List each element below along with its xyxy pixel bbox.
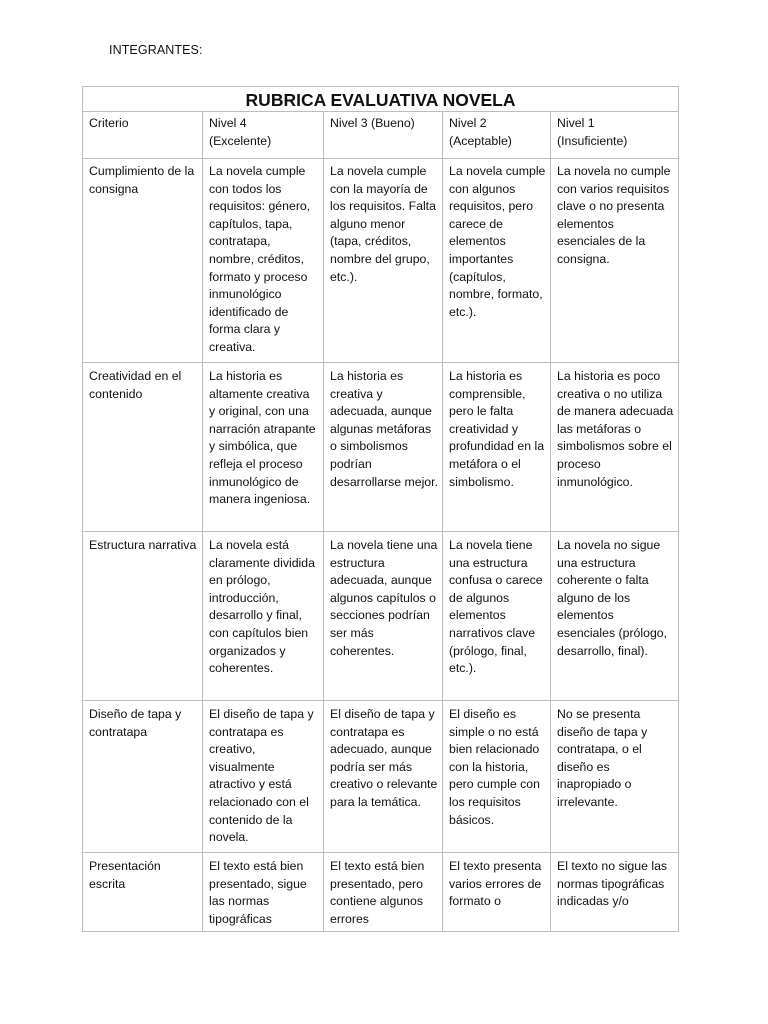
criterion-cell: Presentación escrita — [83, 853, 203, 932]
criterion-cell: Cumplimiento de la consigna — [83, 159, 203, 363]
nivel-1-cell: La historia es poco creativa o no utiliza de manera adecuada las metáforas o simbolismos sobre el proceso inmunológico. — [551, 363, 679, 532]
nivel-2-cell: La novela cumple con algunos requisitos, pero carece de elementos importantes (capítulos, nombre, formato, etc.). — [443, 159, 551, 363]
criterion-cell: Creatividad en el contenido — [83, 363, 203, 532]
table-row — [83, 159, 679, 363]
header-nivel-1 — [551, 112, 679, 159]
header-nivel-2-text: Nivel 2 (Aceptable) — [449, 116, 512, 148]
header-criterio — [83, 112, 203, 159]
table-row — [83, 853, 679, 932]
criterion-cell: Estructura narrativa — [83, 532, 203, 701]
nivel-4-cell: El diseño de tapa y contratapa es creativo, visualmente atractivo y está relacionado con el contenido de la novela. — [203, 701, 324, 853]
nivel-1-cell: La novela no sigue una estructura coherente o falta alguno de los elementos esenciales (prólogo, desarrollo, final). — [551, 532, 679, 701]
nivel-4-cell: La novela cumple con todos los requisitos: género, capítulos, tapa, contratapa, nombre, créditos, formato y proceso inmunológico identificado de forma clara y creativa. — [203, 159, 324, 363]
nivel-2-cell: La historia es comprensible, pero le falta creatividad y profundidad en la metáfora o el simbolismo. — [443, 363, 551, 532]
header-nivel-4 — [203, 112, 324, 159]
nivel-3-cell: La novela tiene una estructura adecuada, aunque algunos capítulos o secciones podrían ser más coherentes. — [324, 532, 443, 701]
nivel-1-cell: La novela no cumple con varios requisitos clave o no presenta elementos esenciales de la consigna. — [551, 159, 679, 363]
header-nivel-2 — [443, 112, 551, 159]
nivel-2-cell: El diseño es simple o no está bien relacionado con la historia, pero cumple con los requisitos básicos. — [443, 701, 551, 853]
nivel-4-cell: La novela está claramente dividida en prólogo, introducción, desarrollo y final, con capítulos bien organizados y coherentes. — [203, 532, 324, 701]
nivel-3-cell: La historia es creativa y adecuada, aunque algunas metáforas o simbolismos podrían desarrollarse mejor. — [324, 363, 443, 532]
header-nivel-3-text: Nivel 3 (Bueno) — [330, 116, 415, 130]
nivel-1-cell: El texto no sigue las normas tipográficas indicadas y/o — [551, 853, 679, 932]
nivel-1-cell: No se presenta diseño de tapa y contratapa, o el diseño es inapropiado o irrelevante. — [551, 701, 679, 853]
rubric-table — [82, 86, 679, 932]
title-row — [83, 87, 679, 112]
header-nivel-3 — [324, 112, 443, 159]
nivel-4-cell: El texto está bien presentado, sigue las normas tipográficas — [203, 853, 324, 932]
nivel-2-cell: El texto presenta varios errores de formato o — [443, 853, 551, 932]
table-row — [83, 363, 679, 532]
header-nivel-1-text: Nivel 1 (Insuficiente) — [557, 116, 628, 148]
table-row — [83, 701, 679, 853]
rubric-title: RUBRICA EVALUATIVA NOVELA — [83, 87, 679, 112]
nivel-3-cell: El diseño de tapa y contratapa es adecuado, aunque podría ser más creativo o relevante para la temática. — [324, 701, 443, 853]
header-row — [83, 112, 679, 159]
table-row — [83, 532, 679, 701]
nivel-3-cell: El texto está bien presentado, pero contiene algunos errores — [324, 853, 443, 932]
nivel-3-cell: La novela cumple con la mayoría de los requisitos. Falta alguno menor (tapa, créditos, nombre del grupo, etc.). — [324, 159, 443, 363]
nivel-2-cell: La novela tiene una estructura confusa o carece de algunos elementos narrativos clave (prólogo, final, etc.). — [443, 532, 551, 701]
nivel-4-cell: La historia es altamente creativa y original, con una narración atrapante y simbólica, que refleja el proceso inmunológico de manera ingeniosa. — [203, 363, 324, 532]
header-criterio-text: Criterio — [89, 116, 129, 130]
header-nivel-4-text: Nivel 4 (Excelente) — [209, 116, 272, 148]
criterion-cell: Diseño de tapa y contratapa — [83, 701, 203, 853]
integrantes-label: INTEGRANTES: — [109, 43, 203, 57]
